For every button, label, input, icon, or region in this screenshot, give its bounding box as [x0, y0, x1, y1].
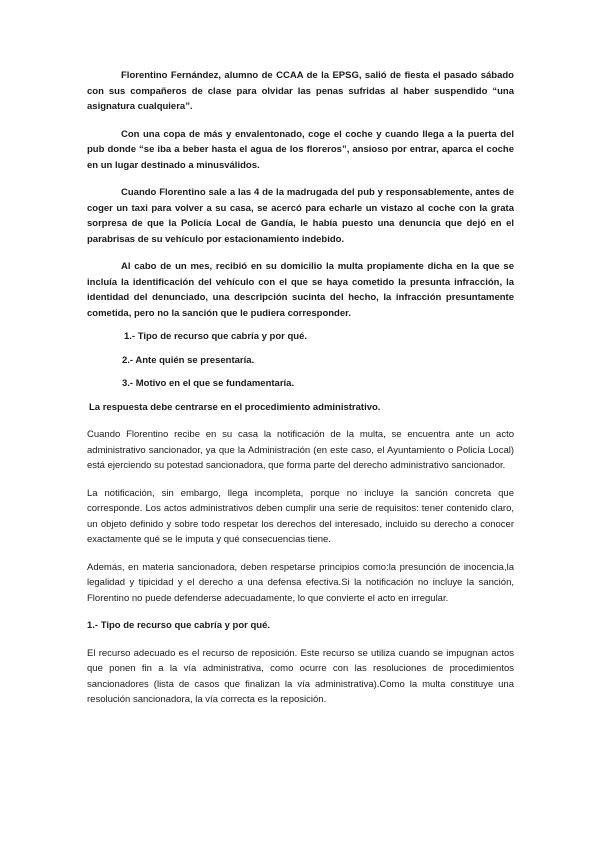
intro-paragraph-3: Cuando Florentino sale a las 4 de la madrugada del pub y responsablemente, antes de coger un taxi para volver a su casa, se acercó para echarle un vistazo al coche con la grata sorpresa de que la Policía Local de Gandía, le había puesto una denuncia que dejó en el parabrisas de su vehículo por estacionamiento indebido. — [87, 187, 514, 245]
answer-paragraph-1: Cuando Florentino recibe en su casa la notificación de la multa, se encuentra ante un acto administrativo sancionador, ya que la Administración (en este caso, el Ayuntamiento o Policía Local) está ejerciendo su potestad sancionadora, que forma parte del derecho administrativo sancionador. — [87, 429, 514, 471]
question-2: 2.- Ante quién se presentaría. — [122, 354, 255, 366]
section-heading: 1.- Tipo de recurso que cabría y por qué. — [87, 620, 271, 631]
instruction: La respuesta debe centrarse en el procedimiento administrativo. — [89, 401, 381, 413]
question-3: 3.- Motivo en el que se fundamentaría. — [122, 378, 295, 389]
section-paragraph: El recurso adecuado es el recurso de reposición. Este recurso se utiliza cuando se impugnan actos que ponen fin a la vía administrativa, como ocurre con las resoluciones de procedimientos sancionadores (lista de casos que finalizan la vía administrativa).Como la multa constituye una resolución sancionadora, la vía correcta es la reposición. — [87, 647, 514, 705]
answer-paragraph-3: Además, en materia sancionadora, deben respetarse principios como:la presunción de inocencia,la legalidad y tipicidad y el derecho a una defensa efectiva.Si la notificación no incluye la sanción, Florentino no puede defenderse adecuadamente, lo que convierte el acto en irregular. — [87, 561, 514, 604]
document-body — [87, 68, 514, 708]
intro-paragraph-4: Al cabo de un mes, recibió en su domicilio la multa propiamente dicha en la que se incluía la identificación del vehículo con el que se haya cometido la presunta infracción, la identidad del denunciado, una descripción sucinta del hecho, la infracción presuntamente cometida, pero no la sanción que le pudiera corresponder. — [87, 261, 514, 319]
intro-paragraph-2: Con una copa de más y envalentonado, coge el coche y cuando llega a la puerta del pub donde “se iba a beber hasta el agua de los floreros”, ansioso por entrar, aparca el coche en un lugar destinado a minusválidos. — [87, 128, 514, 171]
intro-paragraph-1: Florentino Fernández, alumno de CCAA de la EPSG, salió de fiesta el pasado sábado con sus compañeros de clase para olvidar las penas sufridas al haber suspendido “una asignatura cualquiera”. — [87, 70, 514, 112]
answer-paragraph-2: La notificación, sin embargo, llega incompleta, porque no incluye la sanción concreta que corresponde. Los actos administrativos deben cumplir una serie de requisitos: tener contenido claro, un objeto definido y sobre todo respetar los derechos del interesado, incluido su derecho a conocer exactamente qué se le imputa y qué consecuencias tiene. — [87, 487, 514, 545]
question-1: 1.- Tipo de recurso que cabría y por qué. — [124, 331, 308, 342]
